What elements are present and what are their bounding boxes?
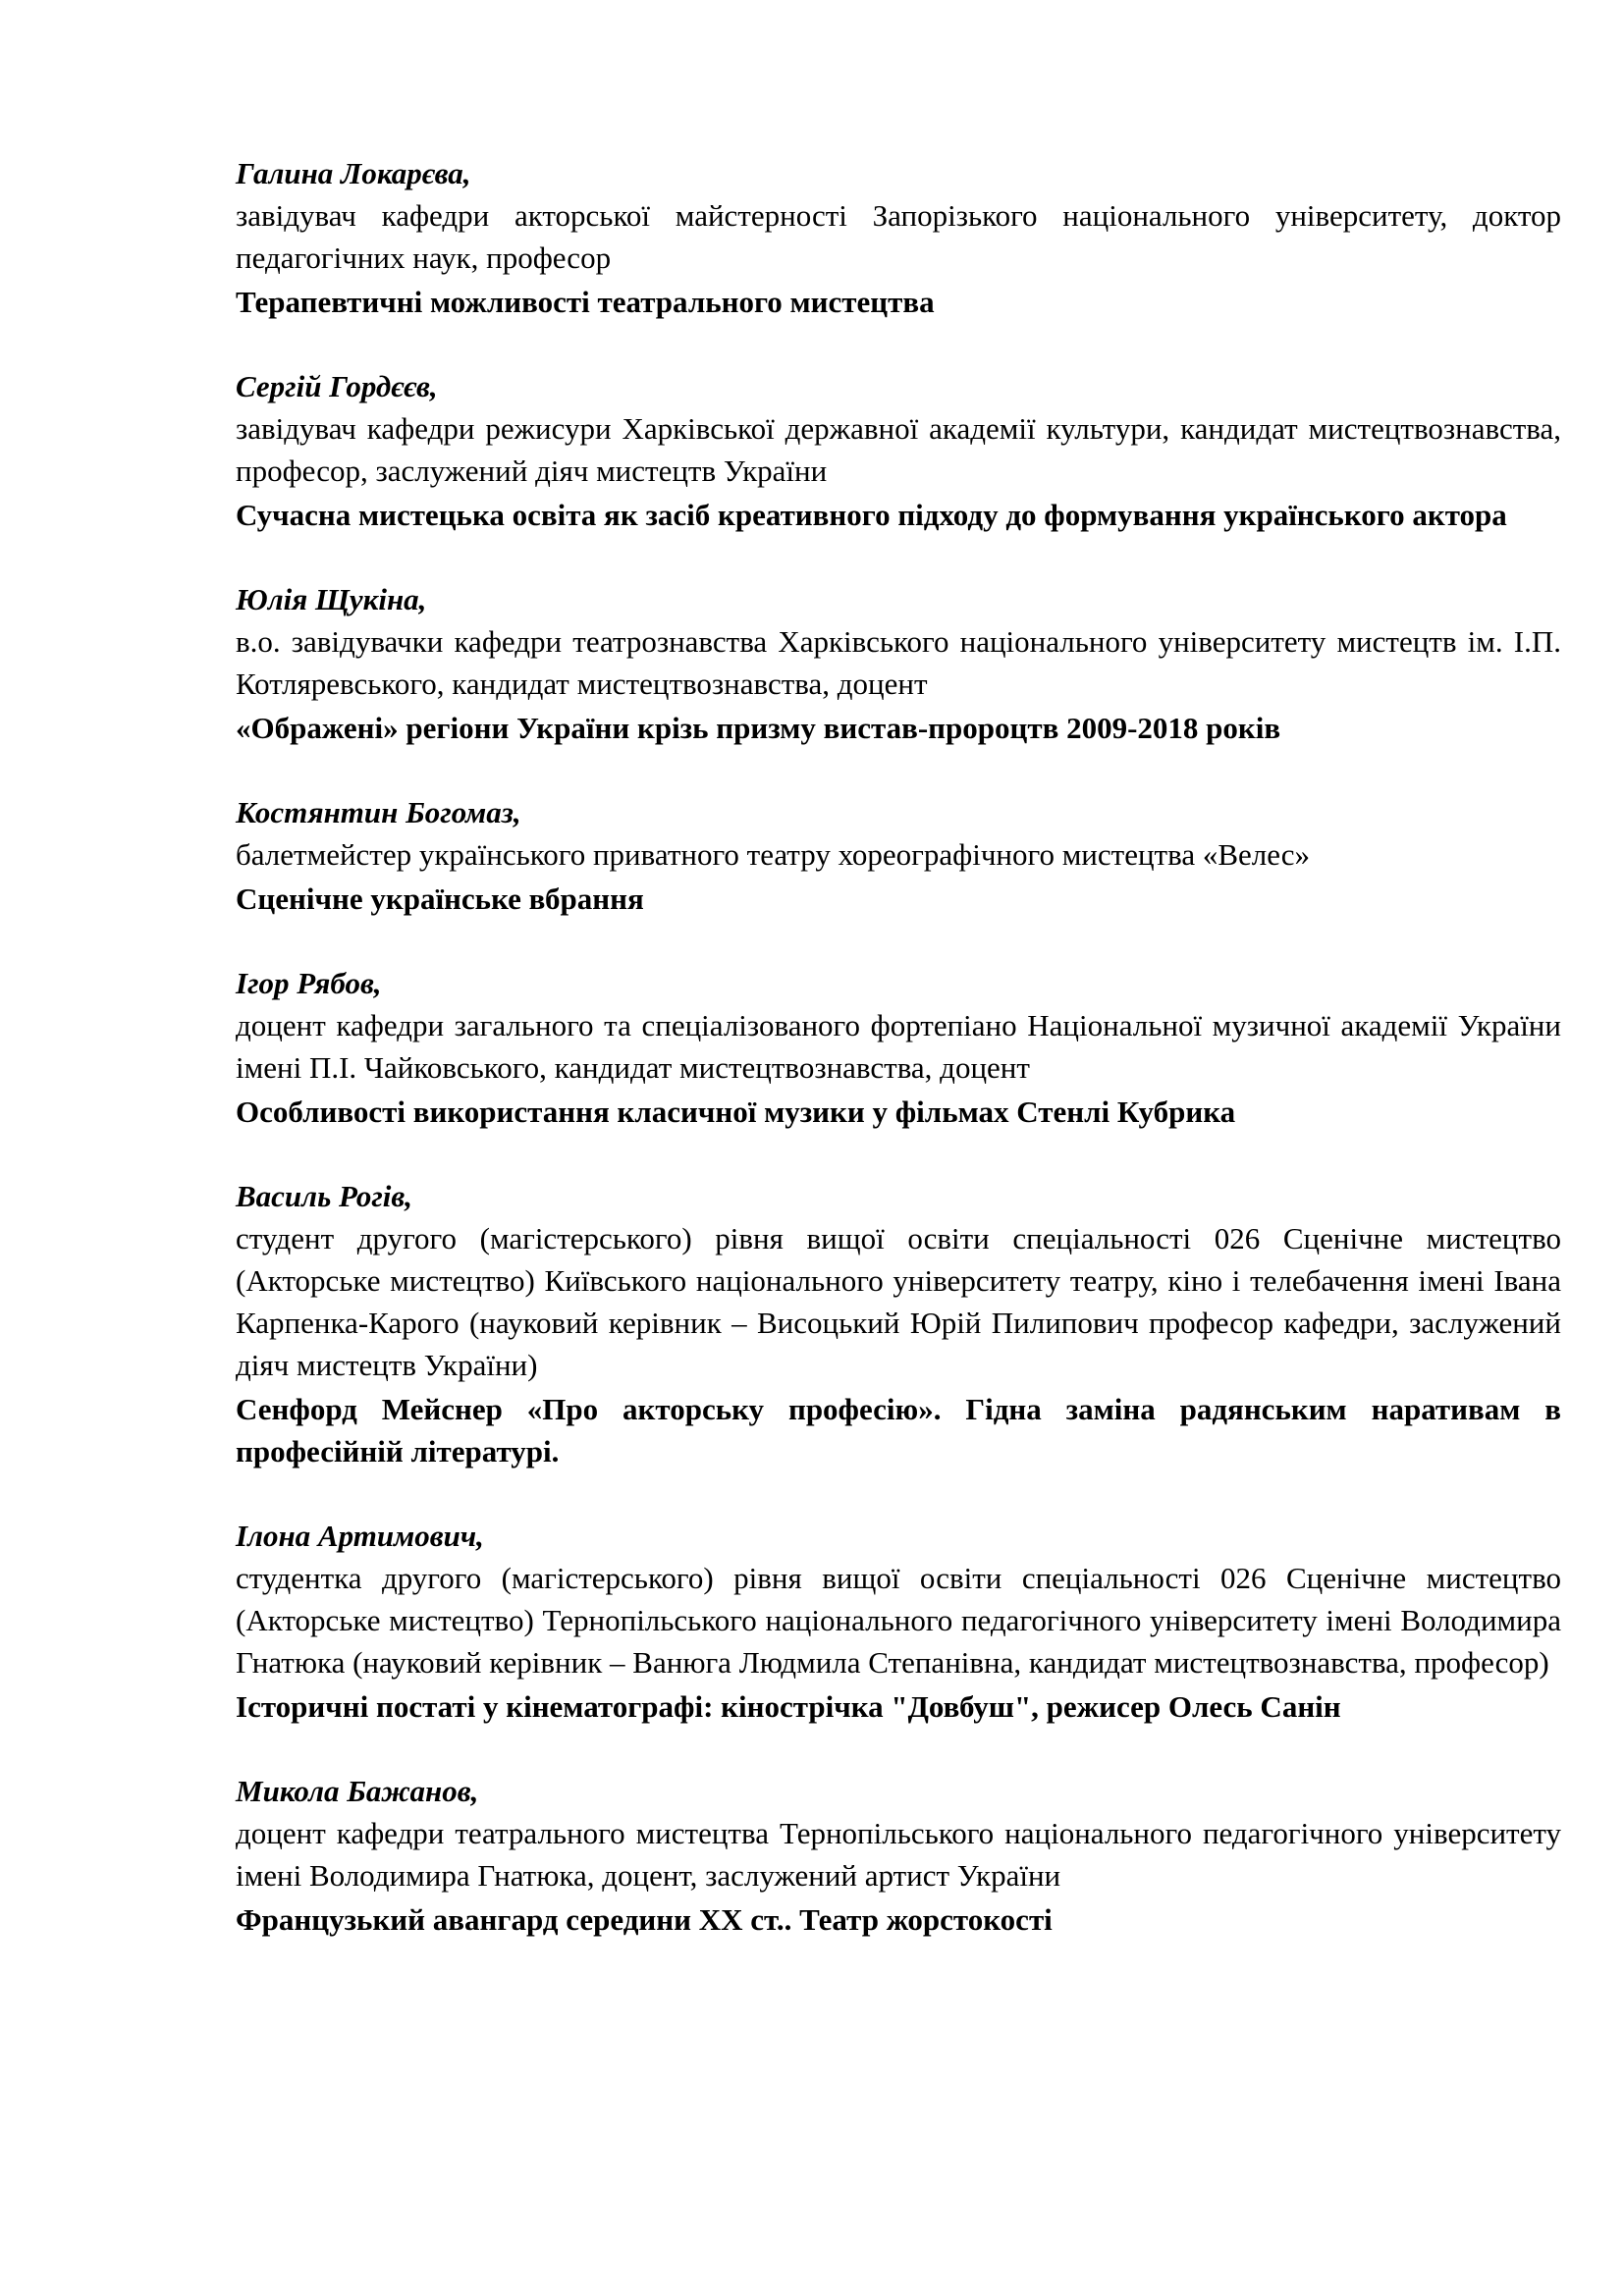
speaker-position: завідувач кафедри акторської майстерності Запорізького національного університету, доктор педагогічних наук, професор (236, 198, 1561, 275)
talk-topic: Історичні постаті у кінематографі: кінострічка "Довбуш", режисер Олесь Санін (236, 1689, 1341, 1724)
talk-topic: «Ображені» регіони України крізь призму вистав-пророцтв 2009-2018 років (236, 711, 1281, 745)
talk-topic: Сценічне українське вбрання (236, 881, 644, 916)
speaker-position: в.о. завідувачки кафедри театрознавства Харківського національного університету мистецтв ім. І.П. Котляревського, кандидат мистецтвознавства, доцент (236, 624, 1561, 701)
speaker-entry (236, 578, 1561, 749)
talk-topic: Терапевтичні можливості театрального мистецтва (236, 285, 935, 319)
speaker-entry (236, 962, 1561, 1133)
speaker-position: студент другого (магістерського) рівня вищої освіти спеціальності 026 Сценічне мистецтво (Акторське мистецтво) Київського національного університету театру, кіно і телебачення імені Івана Карпенка-Карого (науковий керівник – Висоцький Юрій Пилипович професор кафедри, заслужений діяч мистецтв України) (236, 1221, 1561, 1382)
speaker-name: Костянтин Богомаз, (236, 795, 521, 829)
speaker-name: Ігор Рябов, (236, 966, 382, 1000)
speaker-name: Юлія Щукіна, (236, 582, 427, 616)
speaker-name: Галина Локарєва, (236, 156, 471, 190)
speaker-entry (236, 791, 1561, 920)
speaker-position: завідувач кафедри режисури Харківської державної академії культури, кандидат мистецтвознавства, професор, заслужений діяч мистецтв України (236, 411, 1561, 488)
speaker-name: Ілона Артимович, (236, 1519, 484, 1553)
talk-topic: Особливості використання класичної музики у фільмах Стенлі Кубрика (236, 1095, 1236, 1129)
speaker-position: доцент кафедри театрального мистецтва Тернопільського національного педагогічного університету імені Володимира Гнатюка, доцент, заслужений артист України (236, 1816, 1561, 1893)
speaker-entry (236, 1175, 1561, 1472)
speaker-name: Сергій Гордєєв, (236, 369, 438, 403)
speaker-position: студентка другого (магістерського) рівня вищої освіти спеціальності 026 Сценічне мистецтво (Акторське мистецтво) Тернопільського національного педагогічного університету імені Володимира Гнатюка (науковий керівник – Ванюга Людмила Степанівна, кандидат мистецтвознавства, професор) (236, 1561, 1561, 1680)
speaker-position: доцент кафедри загального та спеціалізованого фортепіано Національної музичної академії України імені П.І. Чайковського, кандидат мистецтвознавства, доцент (236, 1008, 1561, 1085)
speaker-entry (236, 365, 1561, 536)
speaker-name: Микола Бажанов, (236, 1774, 479, 1808)
speaker-entry (236, 1770, 1561, 1941)
speaker-entry (236, 152, 1561, 323)
talk-topic: Сучасна мистецька освіта як засіб креативного підходу до формування українського актора (236, 498, 1507, 532)
speaker-name: Василь Рогів, (236, 1179, 412, 1213)
talk-topic: Французький авангард середини ХХ ст.. Театр жорстокості (236, 1902, 1053, 1937)
speakers-list (236, 152, 1561, 1983)
speaker-entry (236, 1515, 1561, 1728)
speaker-position: балетмейстер українського приватного театру хореографічного мистецтва «Велес» (236, 837, 1311, 872)
talk-topic: Сенфорд Мейснер «Про акторську професію». Гідна заміна радянським наративам в професійній літературі. (236, 1392, 1561, 1468)
